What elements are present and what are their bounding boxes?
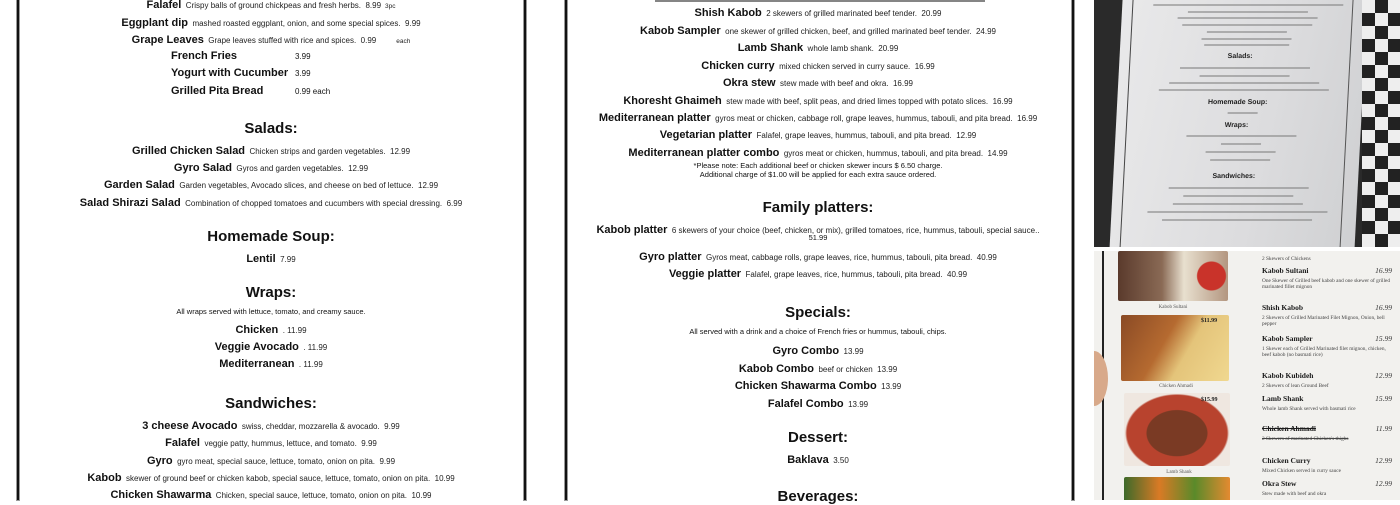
- menu-item: [545, 250, 1091, 264]
- photo-caption: Lamb Shank: [1166, 470, 1192, 475]
- blurred-menu-line: [1206, 151, 1276, 153]
- item-description: stew made with beef and okra.: [780, 79, 889, 88]
- item-name: Salad Shirazi Salad: [79, 197, 181, 209]
- item-price: 12.99: [418, 181, 439, 190]
- menu-photo-top: [1094, 0, 1400, 247]
- item-price: 13.99: [843, 347, 864, 356]
- item-price: . 11.99: [282, 326, 307, 335]
- menu-item: [0, 196, 542, 210]
- item-price: 16.99: [1375, 303, 1392, 312]
- photo-menu-item: [1262, 334, 1392, 358]
- item-description: 2 skewers of grilled marinated beef tender.: [766, 9, 917, 18]
- item-price: 10.99: [434, 474, 455, 483]
- item-name: Chicken Shawarma Combo: [734, 380, 877, 392]
- menu-item: [0, 16, 542, 30]
- item-name: Gyro Combo: [772, 345, 840, 357]
- item-name: Kabob: [87, 472, 122, 484]
- section-heading-specials: Specials:: [785, 304, 851, 321]
- item-price: 16.99: [914, 62, 935, 71]
- photo-menu-heading: Homemade Soup:: [1207, 99, 1268, 106]
- menu-item: [545, 397, 1091, 411]
- blurred-menu-line: [1162, 219, 1312, 221]
- blurred-menu-line: [1221, 143, 1261, 145]
- menu-item: [0, 323, 542, 337]
- item-price: 16.99: [1017, 114, 1038, 123]
- menu-item: [545, 453, 1091, 467]
- item-description: swiss, cheddar, mozzarella & avocado.: [241, 422, 380, 431]
- menu-item: [545, 76, 1091, 90]
- food-image-lamb-shank: [1124, 393, 1230, 466]
- item-name: Kabob Sampler: [1262, 334, 1313, 343]
- item-description: gyros meat or chicken, cabbage roll, grape leaves, hummus, tabouli, and pita bread.: [715, 114, 1013, 123]
- blurred-menu-line: [1228, 112, 1258, 114]
- section-heading-beverages: Beverages:: [777, 488, 859, 505]
- menu-item: [545, 41, 1091, 55]
- item-price: 8.99: [365, 1, 382, 10]
- food-image-okra: [1124, 477, 1230, 500]
- food-image-chicken-ahmadi: [1121, 315, 1229, 381]
- menu-item: [0, 340, 542, 354]
- item-name: Veggie platter: [668, 268, 742, 280]
- item-price: . 11.99: [298, 360, 323, 369]
- item-description: Gyros meat, cabbage rolls, grape leaves, rice, hummus, tabouli, pita bread.: [705, 253, 973, 262]
- photo-menu-item: [1262, 479, 1392, 497]
- item-description: 6 skewers of your choice (beef, chicken, or mix), grilled tomatoes, rice, hummus, tabouli, special sauce..: [671, 226, 1040, 235]
- menu-page-middle: [545, 0, 1090, 505]
- checkered-tablecloth: [1362, 0, 1400, 247]
- menu-note: *Please note: Each additional beef or chicken skewer incurs $ 6.50 charge.: [693, 161, 943, 170]
- menu-item: [545, 344, 1091, 358]
- photo-menu-item: [1262, 371, 1392, 389]
- menu-note: 51.99: [808, 233, 828, 242]
- item-price: 3.99: [295, 69, 311, 78]
- menu-page-left: [0, 0, 545, 500]
- price-tag: $15.99: [1201, 397, 1218, 403]
- menu-item: [0, 454, 542, 468]
- blurred-menu-line: [1188, 11, 1308, 13]
- menu-item: [0, 178, 542, 192]
- item-description: stew made with beef, split peas, and dried limes topped with potato slices.: [726, 97, 989, 106]
- menu-item: [0, 144, 542, 158]
- item-name: Shish Kabob: [694, 7, 762, 19]
- item-name: Veggie Avocado: [214, 341, 299, 353]
- item-price: 16.99: [992, 97, 1013, 106]
- price-tag: $11.99: [1201, 318, 1218, 324]
- item-name: Lamb Shank: [1262, 394, 1304, 403]
- item-name: Gyro Salad: [173, 162, 232, 174]
- item-description: Chicken, special sauce, lettuce, tomato, onion on pita.: [215, 491, 408, 500]
- item-name: Lamb Shank: [737, 42, 804, 54]
- blurred-menu-line: [1207, 31, 1287, 33]
- item-name: 3 cheese Avocado: [142, 420, 238, 432]
- menu-item: [545, 94, 1091, 108]
- item-description: 1 Skewer each of Grilled Marinated filet mignon, chicken, beef kabob (no basmati rice): [1262, 346, 1386, 358]
- blurred-menu-line: [1183, 195, 1293, 197]
- item-unit: 3pc: [385, 3, 396, 10]
- item-price: 40.99: [976, 253, 997, 262]
- item-name: Yogurt with Cucumber: [171, 67, 289, 79]
- blurred-menu-line: [1178, 17, 1318, 19]
- item-price: 9.99: [384, 422, 400, 431]
- blurred-menu-line: [1173, 203, 1303, 205]
- blurred-menu-line: [1210, 159, 1270, 161]
- menu-item: [0, 252, 542, 266]
- blurred-menu-line: [1153, 4, 1343, 6]
- item-price: 11.99: [1375, 424, 1392, 433]
- item-description: Chicken strips and garden vegetables.: [249, 147, 386, 156]
- item-price: 12.99: [390, 147, 411, 156]
- blurred-menu-line: [1204, 44, 1289, 46]
- item-price: 12.99: [1375, 479, 1392, 488]
- item-name: Eggplant dip: [121, 17, 188, 29]
- photo-menu-item: [1262, 394, 1392, 412]
- blurred-menu-line: [1159, 89, 1329, 91]
- photo-menu-heading: Sandwiches:: [1212, 173, 1256, 180]
- photo-menu-item: [1262, 424, 1392, 442]
- item-unit: each: [396, 38, 411, 45]
- item-name: Chicken Curry: [1262, 456, 1311, 465]
- blurred-menu-line: [1147, 211, 1327, 213]
- item-name: Kabob Combo: [738, 363, 814, 375]
- item-price: 12.99: [1375, 371, 1392, 380]
- menu-item: [0, 419, 542, 433]
- item-name: Garden Salad: [103, 179, 175, 191]
- item-description: Mixed Chicken served in curry sauce: [1262, 468, 1341, 474]
- item-description: gyros meat or chicken, hummus, tabouli, and pita bread.: [783, 149, 984, 158]
- item-name: Grilled Chicken Salad: [131, 145, 246, 157]
- menu-item: [545, 59, 1091, 73]
- blurred-menu-line: [1182, 24, 1312, 26]
- item-description: Falafel, grape leaves, hummus, tabouli, and pita bread.: [756, 131, 952, 140]
- item-description: Stew made with beef and okra: [1262, 491, 1327, 497]
- cut-off-line: [655, 0, 985, 2]
- menu-note: All served with a drink and a choice of French fries or hummus, tabouli, chips.: [689, 327, 947, 336]
- item-price: 24.99: [975, 27, 996, 36]
- menu-line: 2 Skewers of Chickens: [1262, 256, 1311, 262]
- item-description: skewer of ground beef or chicken kabob, special sauce, lettuce, tomato, onion on pita.: [126, 474, 431, 483]
- item-name: Khoresht Ghaimeh: [623, 95, 722, 107]
- menu-photo-bottom: [1094, 251, 1400, 500]
- item-description: 2 Skewers of lean Ground Beef: [1262, 383, 1329, 389]
- item-price: 10.99: [411, 491, 432, 500]
- item-name: Mediterranean: [219, 358, 295, 370]
- item-name: Gyro platter: [639, 251, 702, 263]
- food-image-kabob-sultani: [1118, 251, 1228, 301]
- photo-caption: Chicken Ahmadi: [1159, 384, 1193, 389]
- menu-item: [545, 267, 1091, 281]
- item-price: . 11.99: [303, 343, 328, 352]
- item-price: 12.99: [956, 131, 977, 140]
- menu-note: All wraps served with lettuce, tomato, and creamy sauce.: [176, 307, 366, 316]
- item-price: 7.99: [280, 255, 296, 264]
- photo-caption: Kabob Sultani: [1158, 305, 1188, 310]
- finger: [1094, 351, 1108, 406]
- menu-item: [0, 0, 542, 13]
- item-name: Mediterranean platter combo: [628, 147, 780, 159]
- item-price: 15.99: [1375, 334, 1392, 343]
- item-price: 3.50: [833, 456, 849, 465]
- item-price: 13.99: [877, 365, 898, 374]
- item-price: 15.99: [1375, 394, 1392, 403]
- item-description: Gyros and garden vegetables.: [236, 164, 344, 173]
- item-price: 0.99: [360, 36, 377, 45]
- item-name: Grape Leaves: [131, 34, 204, 46]
- blurred-menu-line: [1169, 187, 1309, 189]
- menu-item: [545, 379, 1091, 393]
- item-price: 40.99: [947, 270, 968, 279]
- menu-item: [0, 33, 542, 48]
- menu-note: Additional charge of $1.00 will be applied for each extra sauce ordered.: [699, 170, 937, 179]
- item-description: veggie patty, hummus, lettuce, and tomato.: [204, 439, 357, 448]
- item-description: beef or chicken: [818, 365, 873, 374]
- blurred-menu-line: [1201, 38, 1291, 40]
- item-name: French Fries: [171, 50, 238, 62]
- photo-menu-item: [1262, 266, 1392, 290]
- menu-item: [0, 471, 542, 485]
- item-description: Combination of chopped tomatoes and cucumbers with special dressing.: [185, 199, 443, 208]
- section-heading-family-platters: Family platters:: [762, 199, 874, 216]
- menu-item: [545, 146, 1091, 160]
- item-name: Chicken: [235, 324, 279, 336]
- item-description: 2 Skewers of Grilled Marinated Filet Mignon, Onion, bell pepper: [1262, 315, 1385, 327]
- section-heading-dessert: Dessert:: [787, 429, 849, 446]
- item-description: mashed roasted eggplant, onion, and some special spices.: [192, 19, 401, 28]
- item-description: mixed chicken served in curry sauce.: [779, 62, 911, 71]
- item-name: Chicken Ahmadi: [1262, 424, 1316, 433]
- menu-item: [545, 362, 1091, 376]
- photo-menu-heading: Salads:: [1227, 53, 1253, 60]
- photo-menu-heading: Wraps:: [1224, 122, 1249, 129]
- blurred-menu-line: [1200, 75, 1290, 77]
- menu-paper: [1109, 0, 1368, 247]
- item-price: 12.99: [348, 164, 369, 173]
- item-name: Baklava: [787, 454, 829, 466]
- item-description: One Skewer of Grilled beef kabob and one skewer of grilled marinated fillet mignon: [1262, 278, 1390, 290]
- blurred-menu-line: [1180, 67, 1310, 69]
- item-price: 13.99: [848, 400, 869, 409]
- item-name: Shish Kabob: [1262, 303, 1304, 312]
- menu-item: [0, 436, 542, 450]
- item-description: Falafel, grape leaves, rice, hummus, tabouli, pita bread.: [745, 270, 943, 279]
- photo-menu-item: [1262, 303, 1392, 327]
- item-price: 16.99: [892, 79, 914, 88]
- item-name: Kabob Sampler: [640, 25, 721, 37]
- item-price: 0.99 each: [295, 87, 331, 96]
- section-heading-salads: Salads:: [244, 120, 298, 137]
- item-description: Garden vegetables, Avocado slices, and cheese on bed of lettuce.: [179, 181, 414, 190]
- section-heading-homemade-soup: Homemade Soup:: [207, 228, 335, 245]
- item-price: 9.99: [405, 19, 421, 28]
- item-price: 9.99: [361, 439, 377, 448]
- item-description: 2 Skewers of marinated Chicken's thighs: [1262, 436, 1349, 442]
- item-description: whole lamb shank.: [807, 44, 874, 53]
- item-name: Kabob platter: [596, 224, 668, 236]
- photo-menu-item: [1262, 456, 1392, 474]
- item-description: one skewer of grilled chicken, beef, and grilled marinated beef tender.: [725, 27, 972, 36]
- item-name: Lentil: [246, 253, 276, 265]
- section-heading-wraps: Wraps:: [245, 284, 297, 301]
- item-name: Falafel Combo: [767, 398, 844, 410]
- menu-item: [545, 111, 1091, 125]
- item-name: Chicken Shawarma: [110, 489, 212, 501]
- item-price: 12.99: [1375, 456, 1392, 465]
- menu-item: [545, 6, 1091, 20]
- section-heading-sandwiches: Sandwiches:: [225, 395, 317, 412]
- blurred-menu-line: [1186, 135, 1296, 137]
- item-price: 3.99: [295, 52, 311, 61]
- item-description: Grape leaves stuffed with rice and spices.: [208, 36, 357, 45]
- item-name: Chicken curry: [701, 60, 775, 72]
- item-name: Vegetarian platter: [659, 129, 753, 141]
- menu-item: [545, 24, 1091, 38]
- item-price: 16.99: [1375, 266, 1392, 275]
- item-description: gyro meat, special sauce, lettuce, tomato, onion on pita.: [177, 457, 375, 466]
- item-description: Crispy balls of ground chickpeas and fresh herbs.: [185, 1, 361, 10]
- item-name: Okra Stew: [1262, 479, 1297, 488]
- item-price: 14.99: [987, 149, 1008, 158]
- menu-item: [0, 357, 542, 371]
- item-price: 6.99: [446, 199, 463, 208]
- menu-item: [545, 128, 1091, 142]
- item-price: 9.99: [379, 457, 396, 466]
- item-description: Whole lamb Shank served with basmati rice: [1262, 406, 1356, 412]
- item-name: Okra stew: [722, 77, 776, 89]
- item-name: Falafel: [165, 437, 200, 449]
- item-price: 13.99: [881, 382, 902, 391]
- item-name: Falafel: [146, 0, 182, 11]
- blurred-menu-line: [1169, 82, 1319, 84]
- item-name: Grilled Pita Bread: [171, 85, 264, 97]
- item-name: Kabob Sultani: [1262, 266, 1309, 275]
- item-name: Kabob Kubideh: [1262, 371, 1314, 380]
- item-name: Mediterranean platter: [598, 112, 711, 124]
- item-name: Gyro: [146, 455, 173, 467]
- item-price: 20.99: [878, 44, 899, 53]
- item-price: 20.99: [921, 9, 942, 18]
- menu-item: [0, 161, 542, 175]
